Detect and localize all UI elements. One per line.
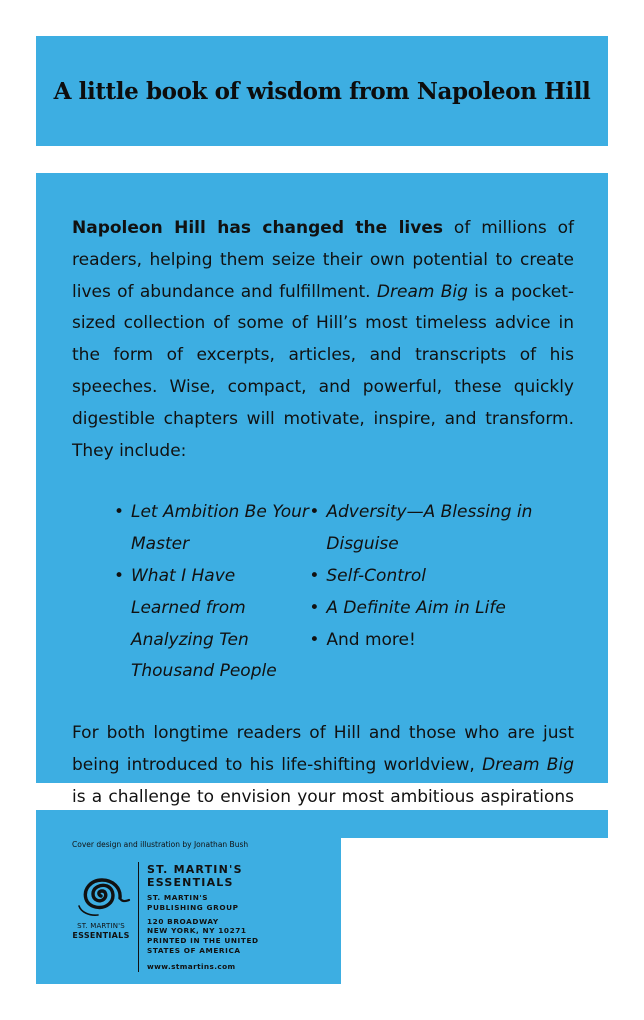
intro-text-b: is a pocket-sized collection of some of Hill’s most timeless advice in the form of excerpts, articles, and transcripts of his speeches. Wise, compact, and powerful, these quickly digestible chapters will motivate, inspire, and transform. They include: bbox=[72, 281, 574, 461]
book-tagline: A little book of wisdom from Napoleon Hill bbox=[53, 77, 591, 105]
cover-credit: Cover design and illustration by Jonathan Bush bbox=[72, 840, 249, 849]
closing-book-title: Dream Big bbox=[482, 754, 574, 775]
intro-text-a: of millions of readers, helping them seize their own potential to create lives of abundance and fulfillment. bbox=[72, 218, 574, 302]
group-line-2: PUBLISHING GROUP bbox=[147, 902, 239, 912]
logo-text-line-1: ST. MARTIN'S bbox=[77, 922, 125, 930]
imprint-line-2: ESSENTIALS bbox=[147, 875, 234, 889]
intro-lead: Napoleon Hill has changed the lives bbox=[72, 218, 443, 238]
address-line-2: NEW YORK, NY 10271 bbox=[147, 926, 247, 936]
chapter-item-more: • And more! bbox=[309, 625, 574, 657]
footer-panel-strip bbox=[36, 810, 608, 838]
publisher-logo bbox=[66, 872, 136, 941]
chapter-item: • Adversity—A Blessing in Disguise bbox=[309, 497, 574, 561]
description-panel bbox=[36, 173, 608, 807]
closing-text-b: is a challenge to envision your most ambitious aspirations bbox=[72, 786, 574, 807]
chapter-item: • A Definite Aim in Life bbox=[309, 593, 574, 625]
publisher-website[interactable]: www.stmartins.com bbox=[147, 961, 236, 971]
chapter-list-column-2 bbox=[309, 497, 574, 688]
divider bbox=[138, 862, 139, 972]
intro-book-title: Dream Big bbox=[376, 281, 468, 302]
chapter-item: • Let Ambition Be Your Master bbox=[114, 497, 309, 561]
printed-line-1: PRINTED IN THE UNITED bbox=[147, 936, 259, 946]
printed-line-2: STATES OF AMERICA bbox=[147, 945, 241, 955]
chapter-list-column-1 bbox=[114, 497, 309, 688]
title-banner bbox=[36, 36, 608, 146]
publisher-info bbox=[147, 864, 259, 972]
imprint-line-1: ST. MARTIN'S bbox=[147, 863, 243, 876]
chapter-item: • Self-Control bbox=[309, 561, 574, 593]
spiral-icon bbox=[71, 872, 131, 918]
intro-paragraph bbox=[72, 213, 574, 467]
group-line-1: ST. MARTIN'S bbox=[147, 893, 209, 902]
chapter-item: • What I Have Learned from Analyzing Ten Thousand People bbox=[114, 561, 309, 688]
closing-text-a: For both longtime readers of Hill and those who are just being introduced to his life-shifting worldview, bbox=[72, 723, 574, 775]
address-line-1: 120 BROADWAY bbox=[147, 916, 219, 926]
chapter-list bbox=[114, 497, 574, 688]
logo-text-line-2: ESSENTIALS bbox=[72, 931, 130, 940]
